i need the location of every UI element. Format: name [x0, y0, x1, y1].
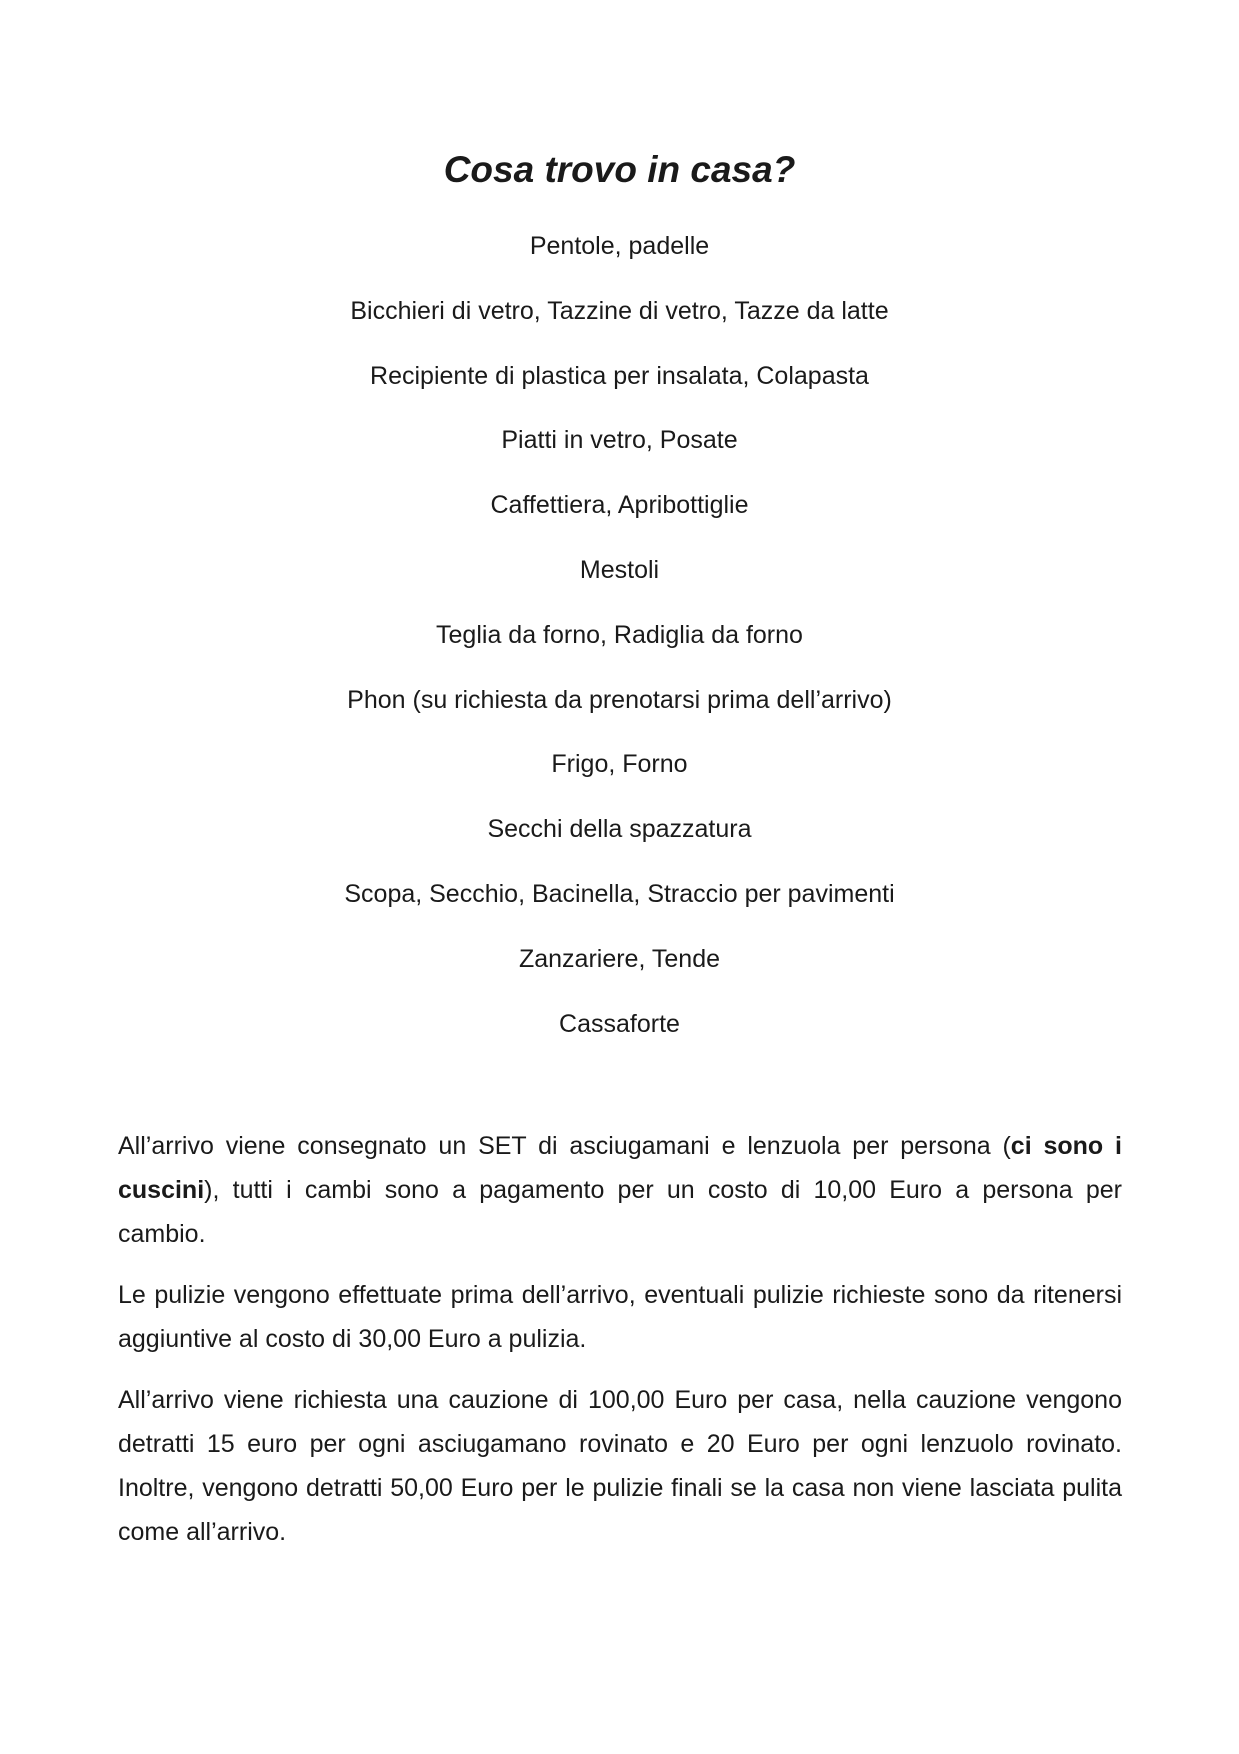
- list-item: Pentole, padelle: [529, 232, 710, 260]
- list-item: Teglia da forno, Radiglia da forno: [436, 620, 803, 649]
- list-item: Caffettiera, Apribottiglie: [490, 491, 749, 520]
- page-title: Cosa trovo in casa?: [443, 149, 796, 190]
- info-paragraphs: [118, 1124, 1122, 1571]
- list-item: Secchi della spazzatura: [487, 815, 752, 844]
- list-item: Zanzariere, Tende: [518, 944, 721, 973]
- list-item: Scopa, Secchio, Bacinella, Straccio per pavimenti: [344, 879, 895, 908]
- deposit-paragraph: All’arrivo viene richiesta una cauzione di 100,00 Euro per casa, nella cauzione vengono detratti 15 euro per ogni asciugamano rovinato e 20 Euro per ogni lenzuolo rovinato. Inoltre, vengono detratti 50,00 Euro per le pulizie finali se la casa non viene lasciata pulita come all’arrivo.: [118, 1386, 1122, 1546]
- list-item: Phon (su richiesta da prenotarsi prima dell’arrivo): [347, 685, 892, 714]
- list-item: Piatti in vetro, Posate: [501, 426, 738, 455]
- linen-text-bold: ci sono i cuscini: [118, 1132, 1122, 1204]
- list-item: Frigo, Forno: [551, 750, 688, 779]
- list-item: Bicchieri di vetro, Tazzine di vetro, Tazze da latte: [350, 296, 889, 325]
- linen-text-end: ), tutti i cambi sono a pagamento per un costo di 10,00 Euro a persona per cambio.: [118, 1176, 1122, 1248]
- linen-text-start: All’arrivo viene consegnato un SET di asciugamani e lenzuola per persona (: [118, 1132, 1011, 1160]
- cleaning-paragraph: Le pulizie vengono effettuate prima dell’arrivo, eventuali pulizie richieste sono da ritenersi aggiuntive al costo di 30,00 Euro a pulizia.: [118, 1281, 1122, 1353]
- house-items-list: [0, 224, 1239, 1066]
- list-item: Cassaforte: [559, 1009, 680, 1038]
- linen-paragraph: [118, 1124, 1122, 1256]
- list-item: Mestoli: [579, 555, 660, 584]
- list-item: Recipiente di plastica per insalata, Colapasta: [370, 361, 869, 390]
